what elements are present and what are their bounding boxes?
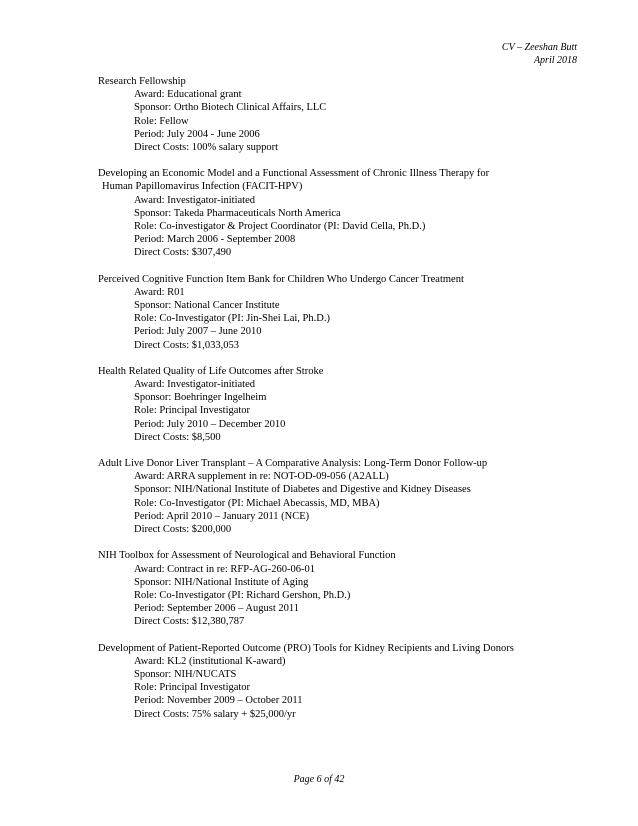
grant-title: Adult Live Donor Liver Transplant – A Comparative Analysis: Long-Term Donor Follow-up (98, 458, 488, 470)
grant-role: Role: Fellow (134, 115, 189, 127)
grant-sponsor: Sponsor: National Cancer Institute (134, 300, 280, 312)
grant-sponsor: Sponsor: NIH/National Institute of Aging (134, 576, 309, 588)
grant-title: Health Related Quality of Life Outcomes after Stroke (98, 365, 324, 377)
grant-direct-costs: Direct Costs: $307,490 (134, 247, 232, 259)
grant-entry (98, 549, 568, 628)
grant-award: Award: Contract in re: RFP-AG-260-06-01 (134, 563, 316, 575)
grant-title: Research Fellowship (98, 76, 186, 87)
grant-direct-costs: Direct Costs: $12,380,787 (134, 616, 245, 628)
grant-award: Award: Investigator-initiated (134, 194, 255, 206)
page-header (502, 41, 577, 67)
grant-period: Period: November 2009 – October 2011 (134, 695, 303, 707)
grant-role: Role: Co-Investigator (PI: Michael Abecassis, MD, MBA) (134, 497, 380, 509)
grant-direct-costs: Direct Costs: $8,500 (134, 431, 221, 443)
grant-role: Role: Co-Investigator (PI: Jin-Shei Lai, Ph.D.) (134, 313, 330, 325)
grant-entry (98, 457, 568, 536)
grant-title: NIH Toolbox for Assessment of Neurological and Behavioral Function (98, 550, 396, 562)
grant-award: Award: KL2 (institutional K-award) (134, 655, 286, 667)
grant-role: Role: Co-Investigator (PI: Richard Gershon, Ph.D.) (134, 589, 351, 601)
grant-award: Award: R01 (134, 286, 185, 298)
grant-title: Developing an Economic Model and a Functional Assessment of Chronic Illness Therapy for Human Papillomavirus Infection (FACIT-HPV) (98, 167, 568, 193)
grant-entry (98, 365, 568, 444)
grant-sponsor: Sponsor: Takeda Pharmaceuticals North America (134, 207, 341, 219)
page-number: Page 6 of 42 (293, 774, 345, 785)
grant-award: Award: Investigator-initiated (134, 379, 255, 391)
grant-title-continued: Human Papillomavirus Infection (FACIT-HPV) (102, 181, 303, 193)
grant-direct-costs: Direct Costs: $200,000 (134, 524, 232, 536)
grant-sponsor: Sponsor: NIH/National Institute of Diabetes and Digestive and Kidney Diseases (134, 484, 471, 496)
header-date: April 2018 (533, 55, 577, 66)
grant-period: Period: July 2010 – December 2010 (134, 418, 286, 430)
grant-entry (98, 75, 568, 154)
grant-award: Award: Educational grant (134, 89, 242, 101)
grant-role: Role: Principal Investigator (134, 682, 251, 694)
grant-entry (98, 167, 568, 259)
grant-direct-costs: Direct Costs: 100% salary support (134, 142, 279, 154)
grant-title: Development of Patient-Reported Outcome (PRO) Tools for Kidney Recipients and Living Donors (98, 642, 514, 654)
grant-period: Period: April 2010 – January 2011 (NCE) (134, 510, 310, 522)
grant-sponsor: Sponsor: NIH/NUCATS (134, 668, 237, 680)
grant-award: Award: ARRA supplement in re: NOT-OD-09-056 (A2ALL) (134, 471, 389, 483)
grant-period: Period: July 2004 - June 2006 (134, 128, 260, 140)
grant-period: Period: September 2006 – August 2011 (134, 603, 299, 615)
grant-entry (98, 273, 568, 352)
grants-list (98, 75, 568, 734)
grant-sponsor: Sponsor: Boehringer Ingelheim (134, 392, 267, 404)
grant-direct-costs: Direct Costs: 75% salary + $25,000/yr (134, 708, 296, 720)
grant-period: Period: July 2007 – June 2010 (134, 326, 262, 338)
grant-role: Role: Principal Investigator (134, 405, 251, 417)
grant-role: Role: Co-investigator & Project Coordinator (PI: David Cella, Ph.D.) (134, 221, 426, 233)
grant-title: Perceived Cognitive Function Item Bank for Children Who Undergo Cancer Treatment (98, 273, 464, 285)
grant-direct-costs: Direct Costs: $1,033,053 (134, 339, 239, 351)
header-cv-name: CV – Zeeshan Butt (501, 42, 577, 53)
grant-sponsor: Sponsor: Ortho Biotech Clinical Affairs, LLC (134, 102, 327, 114)
grant-entry (98, 642, 568, 721)
grant-period: Period: March 2006 - September 2008 (134, 234, 296, 246)
